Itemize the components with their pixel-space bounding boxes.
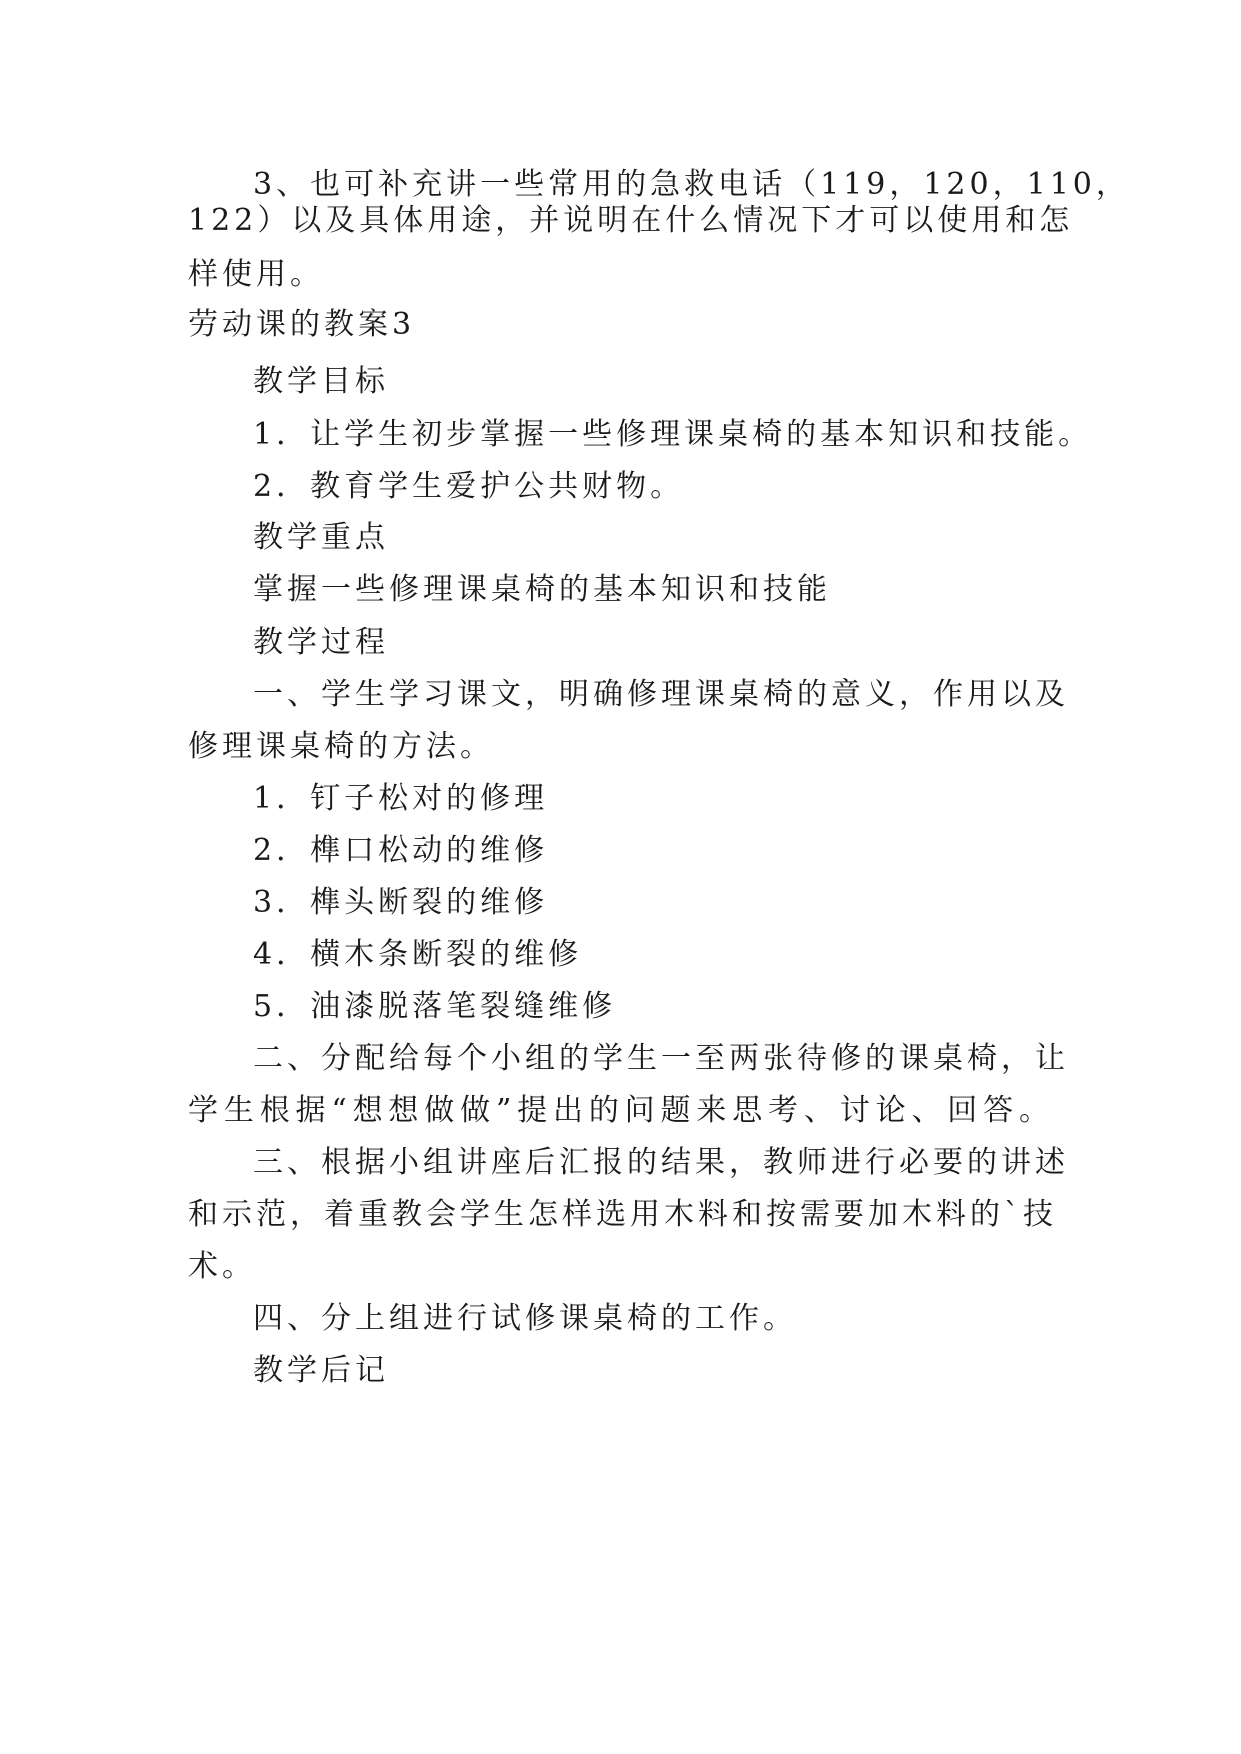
- paragraph-3-line-3: 样使用。: [188, 257, 324, 292]
- step-1-line-2: 修理课桌椅的方法。: [188, 729, 494, 764]
- step-3-line-2: 和示范，着重教会学生怎样选用木料和按需要加木料的`技: [188, 1197, 1057, 1232]
- step-4: 四、分上组进行试修课桌椅的工作。: [253, 1301, 797, 1336]
- step-3-line-3: 术。: [188, 1249, 256, 1284]
- postscript-heading: 教学后记: [253, 1353, 389, 1388]
- paragraph-3-line-1: 3、也可补充讲一些常用的急救电话（119，120，110，: [253, 167, 1130, 202]
- focus-heading: 教学重点: [253, 520, 389, 555]
- step-3-line-1: 三、根据小组讲座后汇报的结果，教师进行必要的讲述: [253, 1145, 1069, 1180]
- paragraph-3-line-2: 122）以及具体用途，并说明在什么情况下才可以使用和怎: [188, 203, 1074, 238]
- focus-text: 掌握一些修理课桌椅的基本知识和技能: [253, 572, 831, 607]
- sub-item-5: 5．油漆脱落笔裂缝维修: [253, 989, 617, 1024]
- sub-item-4: 4．横木条断裂的维修: [253, 937, 583, 972]
- step-1-line-1: 一、学生学习课文，明确修理课桌椅的意义，作用以及: [253, 677, 1069, 712]
- step-2-line-1: 二、分配给每个小组的学生一至两张待修的课桌椅，让: [253, 1041, 1069, 1076]
- goal-heading: 教学目标: [253, 364, 389, 399]
- step-2-line-2: 学生根据“想想做做”提出的问题来思考、讨论、回答。: [188, 1093, 1053, 1128]
- section-title: 劳动课的教案3: [188, 307, 416, 342]
- goal-item-2: 2．教育学生爱护公共财物。: [253, 469, 685, 504]
- sub-item-2: 2．榫口松动的维修: [253, 833, 549, 868]
- process-heading: 教学过程: [253, 625, 389, 660]
- sub-item-1: 1．钉子松对的修理: [253, 781, 549, 816]
- goal-item-1: 1．让学生初步掌握一些修理课桌椅的基本知识和技能。: [253, 417, 1093, 452]
- sub-item-3: 3．榫头断裂的维修: [253, 885, 549, 920]
